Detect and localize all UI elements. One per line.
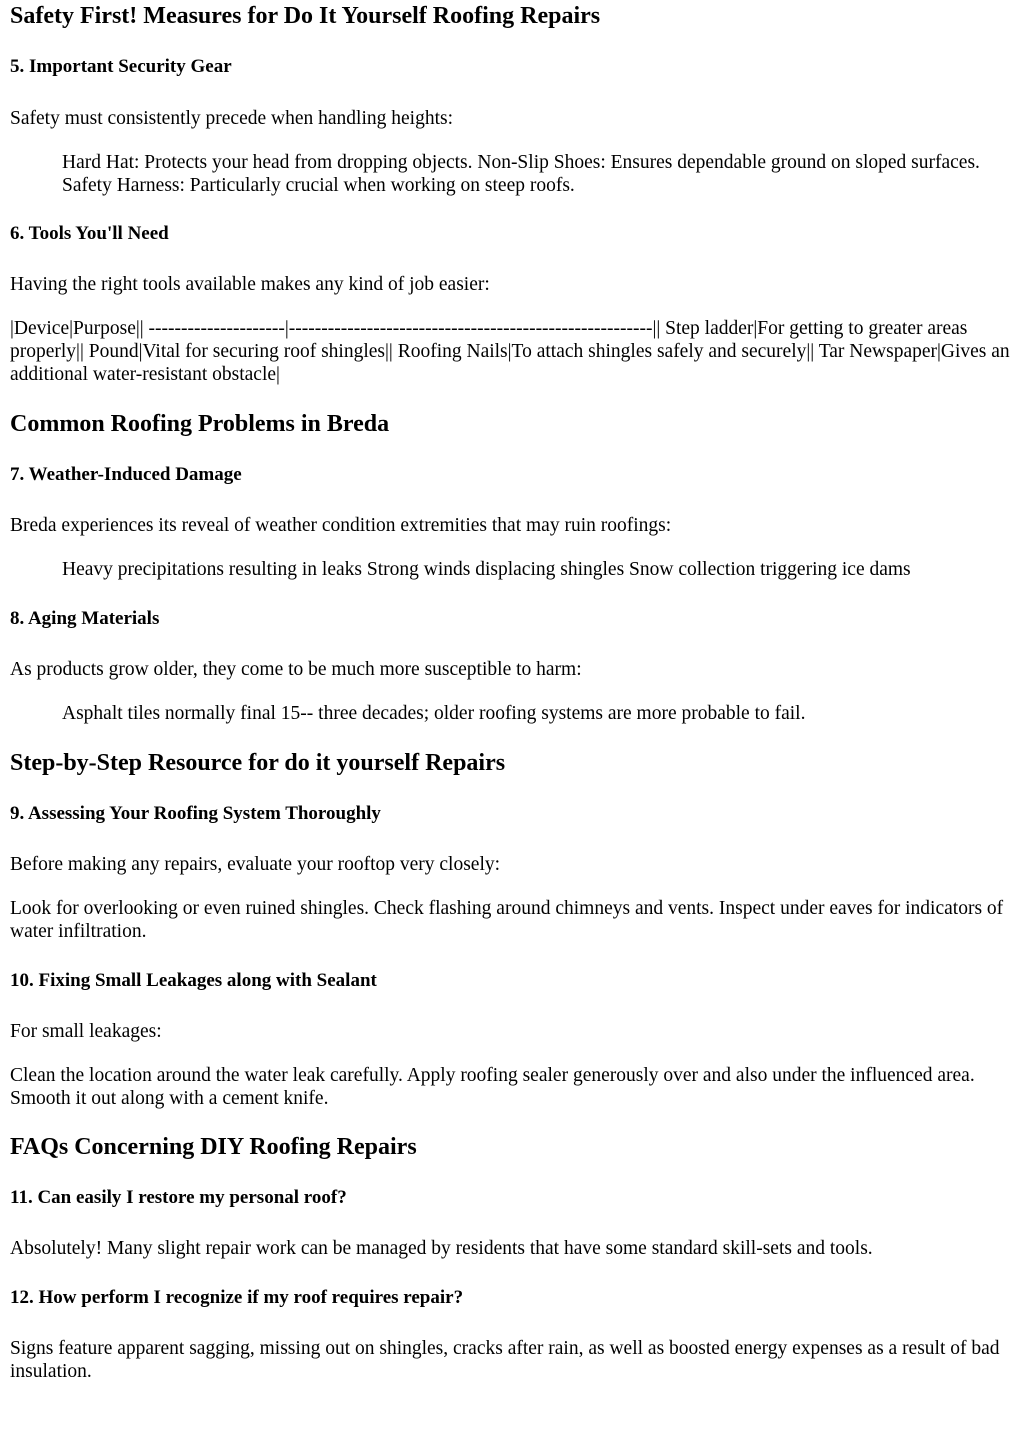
- blockquote-weather-list: Heavy precipitations resulting in leaks Strong winds displacing shingles Snow collection triggering ice dams: [62, 559, 911, 580]
- heading-assessing-roof: 9. Assessing Your Roofing System Thoroughly: [10, 803, 381, 824]
- heading-tools: 6. Tools You'll Need: [10, 223, 169, 244]
- paragraph-fix-body: Clean the location around the water leak carefully. Apply roofing sealer generously over and also under the influenced area. Smooth it out along with a cement knife.: [10, 1065, 975, 1109]
- section-title-faqs: FAQs Concerning DIY Roofing Repairs: [10, 1134, 417, 1160]
- paragraph-faq-restore-answer: Absolutely! Many slight repair work can be managed by residents that have some standard skill-sets and tools.: [10, 1238, 873, 1259]
- paragraph-faq-recognize-answer: Signs feature apparent sagging, missing out on shingles, cracks after rain, as well as boosted energy expenses as a result of bad insulation.: [10, 1338, 1000, 1382]
- paragraph-assess-intro: Before making any repairs, evaluate your rooftop very closely:: [10, 854, 501, 875]
- heading-faq-restore-roof: 11. Can easily I restore my personal roof?: [10, 1187, 347, 1208]
- paragraph-tools-intro: Having the right tools available makes any kind of job easier:: [10, 274, 490, 295]
- heading-fixing-leaks: 10. Fixing Small Leakages along with Sealant: [10, 970, 377, 991]
- paragraph-tools-table: |Device|Purpose|| ---------------------|--------------------------------------------------------|| Step ladder|For getting to greater areas properly|| Pound|Vital for securing roof shingles|| Roofing Nails|To attach shingles safely and securely|| Tar Newspaper|Gives an additional water-resistant obstacle|: [10, 318, 1010, 385]
- paragraph-weather-intro: Breda experiences its reveal of weather condition extremities that may ruin roofings:: [10, 515, 672, 536]
- blockquote-gear-list: Hard Hat: Protects your head from dropping objects. Non-Slip Shoes: Ensures dependable ground on sloped surfaces. Safety Harness: Particularly crucial when working on steep roofs.: [62, 152, 980, 196]
- heading-weather-damage: 7. Weather-Induced Damage: [10, 464, 242, 485]
- paragraph-aging-intro: As products grow older, they come to be much more susceptible to harm:: [10, 659, 582, 680]
- paragraph-fix-intro: For small leakages:: [10, 1021, 162, 1042]
- heading-aging-materials: 8. Aging Materials: [10, 608, 160, 629]
- blockquote-aging: Asphalt tiles normally final 15-- three decades; older roofing systems are more probable to fail.: [62, 703, 806, 724]
- section-title-guide: Step-by-Step Resource for do it yourself Repairs: [10, 750, 506, 776]
- section-title-safety: Safety First! Measures for Do It Yourself Roofing Repairs: [10, 3, 601, 29]
- heading-faq-recognize-repair: 12. How perform I recognize if my roof requires repair?: [10, 1287, 464, 1308]
- article-page: [0, 2, 1024, 1383]
- paragraph-assess-body: Look for overlooking or even ruined shingles. Check flashing around chimneys and vents. Inspect under eaves for indicators of water infiltration.: [10, 898, 1004, 942]
- paragraph-gear-intro: Safety must consistently precede when handling heights:: [10, 108, 453, 129]
- section-title-problems: Common Roofing Problems in Breda: [10, 411, 390, 437]
- heading-security-gear: 5. Important Security Gear: [10, 56, 232, 77]
